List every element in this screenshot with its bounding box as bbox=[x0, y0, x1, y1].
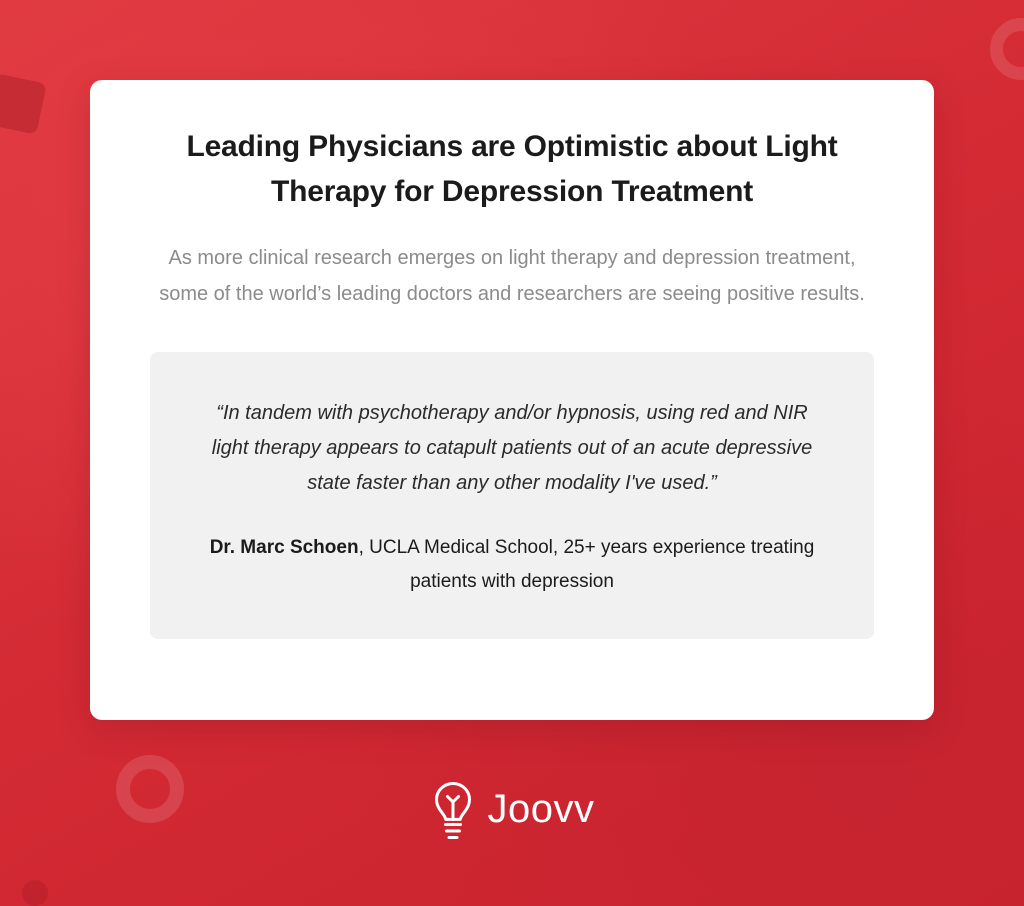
testimonial-quote: “In tandem with psychotherapy and/or hypnosis, using red and NIR light therapy appears to catapult patients out of an acute depressive state faster than any other modality I've used.” bbox=[211, 402, 813, 494]
testimonial-credentials: , UCLA Medical School, 25+ years experience treating patients with depression bbox=[358, 537, 815, 593]
decorative-dot bbox=[22, 880, 48, 906]
testimonial-attribution bbox=[202, 531, 822, 599]
testimonial-author: Dr. Marc Schoen bbox=[209, 537, 359, 558]
lightbulb-icon bbox=[430, 780, 476, 842]
decorative-square bbox=[0, 73, 47, 135]
testimonial-box bbox=[150, 352, 874, 639]
page-subtitle: As more clinical research emerges on light therapy and depression treatment, some of the world’s leading doctors and researchers are seeing positive results. bbox=[159, 247, 865, 305]
content-card bbox=[90, 80, 934, 720]
page-title: Leading Physicians are Optimistic about Light Therapy for Depression Treatment bbox=[186, 130, 838, 208]
brand-footer bbox=[0, 780, 1024, 842]
decorative-ring-top-right bbox=[990, 18, 1024, 80]
brand-name: Joovv bbox=[487, 787, 595, 831]
